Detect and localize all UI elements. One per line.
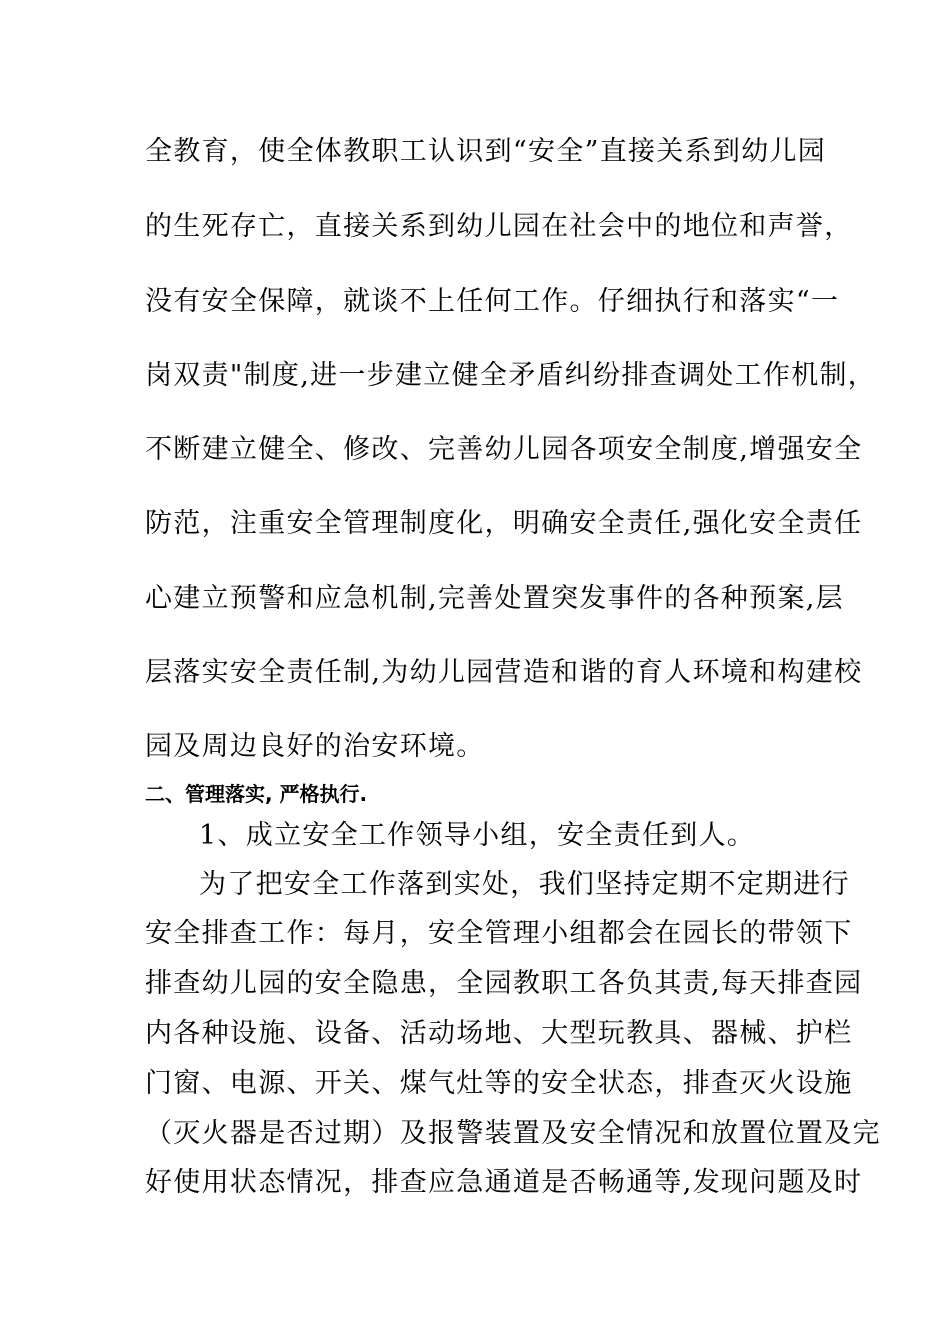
paragraph-1-line-1: 全教育，使全体教职工认识到“安全”直接关系到幼儿园: [145, 136, 827, 167]
paragraph-1-line-9: 园及周边良好的治安环境。: [145, 731, 485, 762]
paragraph-1-line-5: 不断建立健全、修改、完善幼儿园各项安全制度,增强安全: [145, 434, 863, 465]
paragraph-1-line-7: 心建立预警和应急机制,完善处置突发事件的各种预案,层: [145, 583, 844, 614]
paragraph-1-line-3: 没有安全保障，就谈不上任何工作。仔细执行和落实“一: [145, 286, 840, 317]
paragraph-1-line-2: 的生死存亡，直接关系到幼儿园在社会中的地位和声誉，: [145, 211, 853, 242]
paragraph-1-line-4: 岗双责"制度,进一步建立健全矛盾纠纷排查调处工作机制，: [145, 360, 877, 391]
paragraph-1-line-6: 防范，注重安全管理制度化，明确安全责任,强化安全责任: [145, 508, 863, 539]
item-1: 1、成立安全工作领导小组，安全责任到人。: [199, 820, 756, 851]
paragraph-2-line-4: 内各种设施、设备、活动场地、大型玩教具、器械、护栏: [145, 1018, 853, 1049]
section-heading: 二、管理落实, 严格执行.: [145, 782, 368, 806]
paragraph-2-line-1: 为了把安全工作落到实处，我们坚持定期不定期进行: [199, 869, 850, 900]
paragraph-2-line-2: 安全排查工作：每月，安全管理小组都会在园长的带领下: [145, 918, 853, 949]
paragraph-2-line-6: （灭火器是否过期）及报警装置及安全情况和放置位置及完: [145, 1118, 881, 1149]
paragraph-1-line-8: 层落实安全责任制,为幼儿园营造和谐的育人环境和构建校: [145, 657, 863, 688]
paragraph-2-line-3: 排查幼儿园的安全隐患，全园教职工各负其责,每天排查园: [145, 968, 863, 999]
paragraph-2-line-7: 好使用状态情况，排查应急通道是否畅通等,发现问题及时: [145, 1167, 863, 1198]
paragraph-2-line-5: 门窗、电源、开关、煤气灶等的安全状态，排查灭火设施: [145, 1068, 853, 1099]
